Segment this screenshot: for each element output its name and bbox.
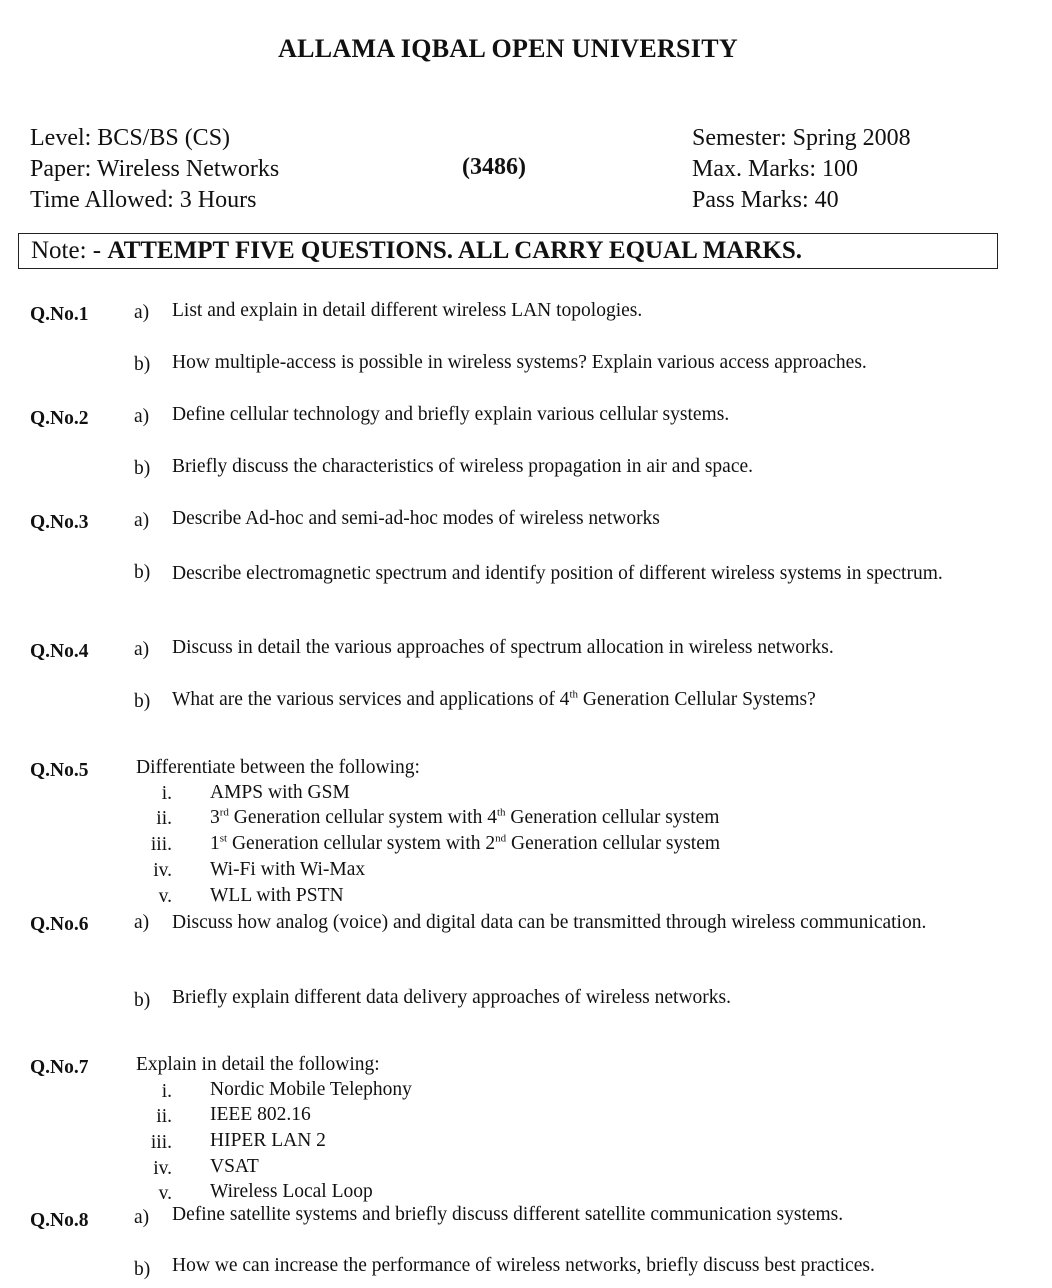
question-number: Q.No.6 xyxy=(30,914,89,935)
part-label: b) xyxy=(134,990,151,1011)
text-segment: Generation cellular system xyxy=(506,833,721,854)
list-item: WLL with PSTN xyxy=(210,885,344,906)
exam-info-left xyxy=(30,123,279,216)
roman-label: ii. xyxy=(156,1106,172,1127)
roman-label: iii. xyxy=(150,834,172,855)
roman-label: iv. xyxy=(153,860,172,881)
question-number: Q.No.5 xyxy=(30,760,89,781)
ordinal-suffix: th xyxy=(496,806,506,819)
pass-marks: Pass Marks: 40 xyxy=(692,187,839,213)
ordinal-suffix: th xyxy=(569,688,578,701)
question-part: Briefly discuss the characteristics of wireless propagation in air and space. xyxy=(172,456,754,477)
part-label: a) xyxy=(134,639,150,660)
part-label: b) xyxy=(134,1259,151,1280)
part-label: a) xyxy=(134,1207,150,1228)
part-label: a) xyxy=(134,406,150,427)
question-part: Describe electromagnetic spectrum and identify position of different wireless systems in spectrum. xyxy=(172,563,943,584)
question-number: Q.No.7 xyxy=(30,1057,89,1078)
question-number: Q.No.8 xyxy=(30,1210,89,1231)
instructions-box xyxy=(18,233,998,269)
max-marks: Max. Marks: 100 xyxy=(692,156,858,182)
question-part: Define cellular technology and briefly explain various cellular systems. xyxy=(172,404,730,425)
semester: Semester: Spring 2008 xyxy=(692,125,911,151)
text-segment: Generation cellular system xyxy=(505,807,720,828)
ordinal-suffix: nd xyxy=(495,832,507,845)
list-item xyxy=(210,807,719,829)
question-part: Discuss in detail the various approaches of spectrum allocation in wireless networks. xyxy=(172,637,834,658)
list-item: Wireless Local Loop xyxy=(210,1181,373,1202)
question-number: Q.No.4 xyxy=(30,641,89,662)
text-segment: Generation cellular system with 4 xyxy=(228,807,497,828)
roman-label: ii. xyxy=(156,808,172,829)
part-label: b) xyxy=(134,354,151,375)
list-item: VSAT xyxy=(210,1156,259,1177)
roman-label: iv. xyxy=(153,1158,172,1179)
text-segment: Generation cellular system with 2 xyxy=(227,833,496,854)
part-label: b) xyxy=(134,562,151,583)
paper-name: Paper: Wireless Networks xyxy=(30,156,280,182)
part-label: a) xyxy=(134,302,150,323)
text-segment: 1 xyxy=(210,833,220,854)
instructions-text xyxy=(31,237,802,265)
list-item: IEEE 802.16 xyxy=(210,1104,311,1125)
part-label: a) xyxy=(134,912,150,933)
time-allowed: Time Allowed: 3 Hours xyxy=(30,187,257,213)
part-label: b) xyxy=(134,458,151,479)
list-item: Wi-Fi with Wi-Max xyxy=(210,859,366,880)
text-segment: 3 xyxy=(210,807,220,828)
question-part: How we can increase the performance of wireless networks, briefly discuss best practices. xyxy=(172,1255,875,1276)
question-number: Q.No.3 xyxy=(30,512,89,533)
part-label: a) xyxy=(134,510,150,531)
question-part: Define satellite systems and briefly discuss different satellite communication systems. xyxy=(172,1204,844,1225)
question-part: Describe Ad-hoc and semi-ad-hoc modes of wireless networks xyxy=(172,508,660,529)
university-title: ALLAMA IQBAL OPEN UNIVERSITY xyxy=(278,34,738,63)
list-item xyxy=(210,833,720,855)
question-part: List and explain in detail different wireless LAN topologies. xyxy=(172,300,643,321)
text-segment: What are the various services and applications of 4 xyxy=(172,689,570,710)
part-label: b) xyxy=(134,691,151,712)
note-prefix: Note: - xyxy=(31,237,108,264)
question-intro: Explain in detail the following: xyxy=(136,1054,380,1075)
question-part: Discuss how analog (voice) and digital data can be transmitted through wireless communication. xyxy=(172,912,927,933)
question-part: How multiple-access is possible in wireless systems? Explain various access approaches. xyxy=(172,352,867,373)
ordinal-suffix: st xyxy=(219,832,228,845)
list-item: AMPS with GSM xyxy=(210,782,350,803)
roman-label: i. xyxy=(161,1081,172,1102)
question-number: Q.No.1 xyxy=(30,304,89,325)
roman-label: iii. xyxy=(150,1132,172,1153)
roman-label: v. xyxy=(158,886,172,907)
question-part: Briefly explain different data delivery approaches of wireless networks. xyxy=(172,987,731,1008)
question-number: Q.No.2 xyxy=(30,408,89,429)
question-part xyxy=(172,689,816,711)
question-intro: Differentiate between the following: xyxy=(136,757,420,778)
level: Level: BCS/BS (CS) xyxy=(30,125,231,151)
note-body: ATTEMPT FIVE QUESTIONS. ALL CARRY EQUAL MARKS. xyxy=(107,237,802,264)
roman-label: v. xyxy=(158,1183,172,1204)
list-item: Nordic Mobile Telephony xyxy=(210,1079,412,1100)
text-segment: Generation Cellular Systems? xyxy=(578,689,816,710)
list-item: HIPER LAN 2 xyxy=(210,1130,326,1151)
roman-label: i. xyxy=(161,783,172,804)
exam-info-right xyxy=(692,123,911,216)
paper-code: (3486) xyxy=(462,154,526,180)
ordinal-suffix: rd xyxy=(219,806,229,819)
